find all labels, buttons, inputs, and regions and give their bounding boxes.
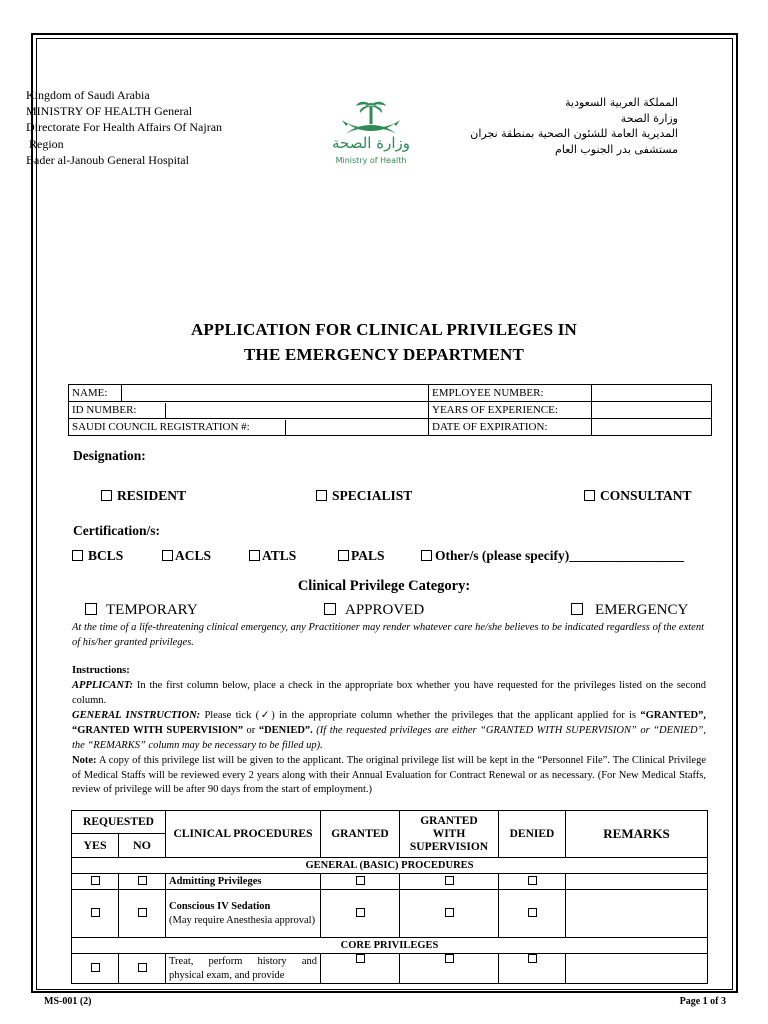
granted-cell[interactable] xyxy=(321,954,400,984)
remarks-header: REMARKS xyxy=(566,811,708,858)
denied-quote: “DENIED”. xyxy=(258,725,313,737)
name-field[interactable] xyxy=(122,385,429,402)
section-general: GENERAL (BASIC) PROCEDURES xyxy=(72,858,708,874)
no-cell[interactable] xyxy=(119,874,166,890)
category-emergency[interactable] xyxy=(571,602,688,619)
saudi-council-field[interactable] xyxy=(286,420,428,435)
checkbox-icon[interactable] xyxy=(324,603,336,615)
ministry-logo xyxy=(316,100,426,170)
header-left-block xyxy=(26,87,222,168)
header-left-line: Region xyxy=(26,136,64,151)
table-row xyxy=(72,874,708,890)
procedures-table xyxy=(71,810,708,984)
emergency-note: At the time of a life-threatening clinical emergency, any Practitioner may render whatever care he/she believes to be indicated regardless of the extent of his/her granted privileges. xyxy=(72,622,704,648)
header-left-line: Bader al-Janoub General Hospital xyxy=(26,152,189,167)
denied-header: DENIED xyxy=(499,811,566,858)
bcls-label: BCLS xyxy=(88,548,124,563)
cert-acls[interactable] xyxy=(162,548,211,564)
general-label: GENERAL INSTRUCTION: xyxy=(72,710,201,722)
designation-specialist[interactable] xyxy=(316,488,412,504)
checkbox-icon[interactable] xyxy=(138,963,147,972)
remarks-cell[interactable] xyxy=(566,954,708,984)
header-right-line: مستشفى بدر الجنوب العام xyxy=(555,142,678,156)
designation-label: Designation: xyxy=(73,448,146,463)
cert-pals[interactable] xyxy=(338,548,385,564)
form-code: MS-001 (2) xyxy=(44,996,92,1007)
header-right-line: المملكة العربية السعودية xyxy=(565,96,678,109)
yes-cell[interactable] xyxy=(72,890,119,938)
applicant-instruction xyxy=(72,679,706,709)
header-left-line: Kingdom of Saudi Arabia xyxy=(26,88,150,102)
header-left-line: Directorate For Health Affairs Of Najran xyxy=(26,120,223,135)
procedure-name: Admitting Privileges xyxy=(166,874,321,890)
procedure-name: Treat, perform history and physical exam, and provide xyxy=(166,954,321,984)
supervision-cell[interactable] xyxy=(400,874,499,890)
instructions-block xyxy=(72,664,706,798)
yes-cell[interactable] xyxy=(72,954,119,984)
others-label: Other/s (please specify)_________________ xyxy=(435,548,684,563)
saudi-council-label: SAUDI COUNCIL REGISTRATION #: xyxy=(69,420,286,435)
atls-label: ATLS xyxy=(262,548,297,563)
no-header: NO xyxy=(119,834,166,858)
approved-label: APPROVED xyxy=(345,602,425,618)
designation-consultant[interactable] xyxy=(584,488,692,504)
cert-bcls[interactable] xyxy=(72,548,123,564)
yes-header: YES xyxy=(72,834,119,858)
remarks-cell[interactable] xyxy=(566,890,708,938)
category-label: Clinical Privilege Category: xyxy=(297,578,471,594)
consultant-label: CONSULTANT xyxy=(600,488,692,503)
title-line-2: THE EMERGENCY DEPARTMENT xyxy=(244,345,524,364)
years-experience-field[interactable] xyxy=(592,402,712,419)
id-number-label: ID NUMBER: xyxy=(69,403,166,418)
checkbox-icon[interactable] xyxy=(85,603,97,615)
general-italic: (If the requested privileges are either “GRANTED WITH SUPERVISION” or “DENIED”, the “REMARKS” column may be necessary to be filled up). xyxy=(72,725,707,751)
cert-atls[interactable] xyxy=(249,548,296,564)
category-temporary[interactable] xyxy=(85,602,198,619)
clinical-procedures-header: CLINICAL PROCEDURES xyxy=(166,811,321,858)
emergency-label: EMERGENCY xyxy=(595,602,689,618)
procedure-note: (May require Anesthesia approval) xyxy=(169,914,316,926)
date-expiration-field[interactable] xyxy=(592,419,712,436)
checkbox-icon[interactable] xyxy=(528,954,537,963)
cert-others[interactable] xyxy=(421,548,684,564)
general-text-1: Please tick ( xyxy=(200,710,260,722)
supervision-cell[interactable] xyxy=(400,890,499,938)
instructions-heading: Instructions: xyxy=(72,665,130,676)
header-right-block xyxy=(470,95,678,157)
id-number-field[interactable] xyxy=(166,403,428,418)
checkbox-icon[interactable] xyxy=(316,490,327,501)
checkbox-icon[interactable] xyxy=(421,550,432,561)
applicant-text: In the first column below, place a check in the appropriate box whether you have requested for the privileges listed on the second column. xyxy=(72,679,706,706)
years-experience-label: YEARS OF EXPERIENCE: xyxy=(429,402,592,419)
granted-supervision-header: GRANTED WITH SUPERVISION xyxy=(400,811,499,858)
checkbox-icon[interactable] xyxy=(528,876,537,885)
category-approved[interactable] xyxy=(324,602,424,619)
header-left-line: MINISTRY OF HEALTH General xyxy=(26,104,193,119)
checkbox-icon[interactable] xyxy=(138,876,147,885)
tick-icon: ✓ xyxy=(259,709,272,722)
granted-quote: “GRANTED”, “GRANTED WITH SUPERVISION” xyxy=(72,710,706,737)
employee-number-field[interactable] xyxy=(592,385,712,402)
employee-number-label: EMPLOYEE NUMBER: xyxy=(429,385,592,402)
checkbox-icon[interactable] xyxy=(72,550,83,561)
note-label: Note: xyxy=(72,754,97,766)
requested-header: REQUESTED xyxy=(72,811,166,834)
checkbox-icon[interactable] xyxy=(162,550,173,561)
checkbox-icon[interactable] xyxy=(249,550,260,561)
certification-label: Certification/s: xyxy=(73,523,160,538)
checkbox-icon[interactable] xyxy=(445,908,454,917)
checkbox-icon[interactable] xyxy=(445,876,454,885)
designation-resident[interactable] xyxy=(101,488,186,504)
applicant-info-table xyxy=(68,384,712,436)
remarks-cell[interactable] xyxy=(566,874,708,890)
table-row xyxy=(72,954,708,984)
page-title xyxy=(0,317,768,367)
procedure-name xyxy=(166,890,321,938)
note-text: A copy of this privilege list will be given to the applicant. The original privilege list will be kept in the “Personnel File”. The Clinical Privilege of Medical Staffs will be reviewed every 2 years along with their Annual Evaluation for Contract Renewal or as necessary. (For New Medical Staffs, review of privilege will be after 90 days from the start of employment.) xyxy=(72,754,706,796)
denied-cell[interactable] xyxy=(499,874,566,890)
checkbox-icon[interactable] xyxy=(528,908,537,917)
note-instruction xyxy=(72,754,706,798)
checkbox-icon[interactable] xyxy=(138,908,147,917)
page-number: Page 1 of 3 xyxy=(679,996,726,1007)
acls-label: ACLS xyxy=(175,548,212,563)
section-core: CORE PRIVILEGES xyxy=(72,938,708,954)
checkbox-icon[interactable] xyxy=(356,908,365,917)
general-text-2: ) in the appropriate column whether the privileges that the applicant applied for is xyxy=(271,710,641,722)
temporary-label: TEMPORARY xyxy=(106,602,198,618)
pals-label: PALS xyxy=(351,548,385,563)
supervision-cell[interactable] xyxy=(400,954,499,984)
general-instruction xyxy=(72,708,706,753)
applicant-label: APPLICANT: xyxy=(72,679,134,691)
yes-cell[interactable] xyxy=(72,874,119,890)
granted-cell[interactable] xyxy=(321,890,400,938)
table-row xyxy=(72,890,708,938)
checkbox-icon[interactable] xyxy=(91,876,100,885)
resident-label: RESIDENT xyxy=(117,488,187,503)
denied-cell[interactable] xyxy=(499,954,566,984)
granted-header: GRANTED xyxy=(321,811,400,858)
procedure-title: Conscious IV Sedation xyxy=(169,900,271,912)
no-cell[interactable] xyxy=(119,954,166,984)
granted-cell[interactable] xyxy=(321,874,400,890)
checkbox-icon[interactable] xyxy=(445,954,454,963)
checkbox-icon[interactable] xyxy=(338,550,349,561)
logo-arabic-text: وزارة الصحة xyxy=(332,134,410,152)
checkbox-icon[interactable] xyxy=(101,490,112,501)
checkbox-icon[interactable] xyxy=(91,963,100,972)
or-text: or xyxy=(243,725,259,737)
logo-english-text: Ministry of Health xyxy=(335,156,407,165)
header-right-line: المديرية العامة للشئون الصحية بمنطقة نجران xyxy=(470,127,678,140)
specialist-label: SPECIALIST xyxy=(332,488,413,503)
checkbox-icon[interactable] xyxy=(584,490,595,501)
checkbox-icon[interactable] xyxy=(356,876,365,885)
name-label: NAME: xyxy=(69,385,122,402)
denied-cell[interactable] xyxy=(499,890,566,938)
checkbox-icon[interactable] xyxy=(356,954,365,963)
checkbox-icon[interactable] xyxy=(571,603,583,615)
title-line-1: APPLICATION FOR CLINICAL PRIVILEGES IN xyxy=(190,320,578,339)
no-cell[interactable] xyxy=(119,890,166,938)
header-right-line: وزارة الصحة xyxy=(620,111,678,125)
checkbox-icon[interactable] xyxy=(91,908,100,917)
date-expiration-label: DATE OF EXPIRATION: xyxy=(429,419,592,436)
